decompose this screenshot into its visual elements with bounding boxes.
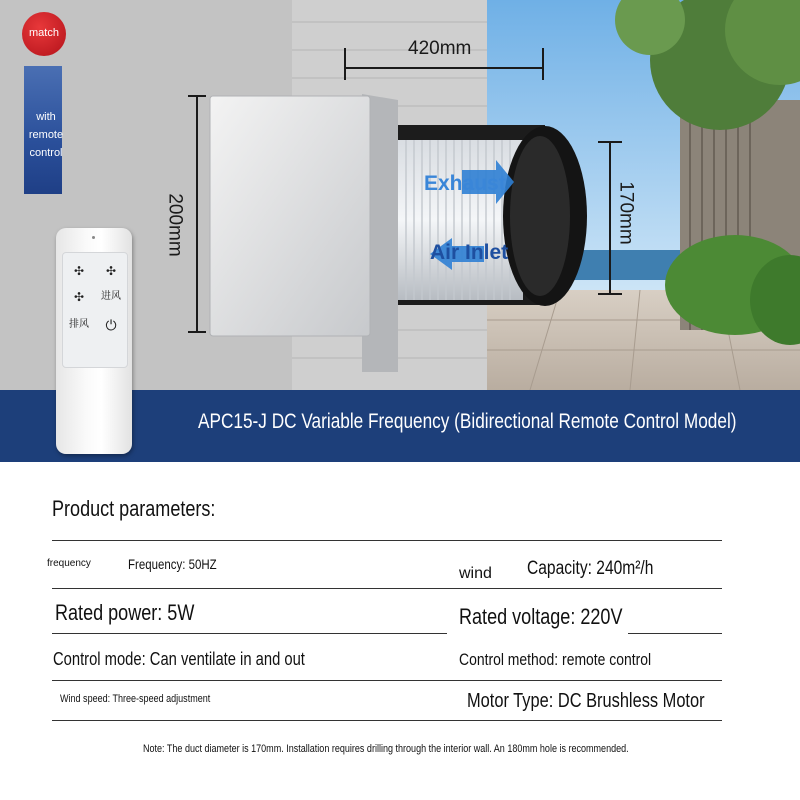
inlet-button[interactable]: 进风	[101, 291, 121, 302]
speed-mid-button[interactable]	[96, 260, 126, 282]
height-dimension: 200mm	[164, 193, 186, 257]
width-dimension: 420mm	[408, 38, 472, 59]
remote-card-line: with	[36, 111, 56, 123]
power-button[interactable]	[96, 314, 126, 336]
match-badge-label: match	[29, 27, 59, 39]
rated-power: Rated power: 5W	[55, 600, 195, 625]
divider	[52, 540, 722, 541]
frequency-value: Frequency: 50HZ	[128, 556, 217, 572]
exhaust-button[interactable]: 排风	[69, 319, 89, 330]
params-heading: Product parameters:	[52, 496, 216, 521]
motor-type: Motor Type: DC Brushless Motor	[467, 690, 705, 712]
banner-title: APC15-J DC Variable Frequency (Bidirectional Remote Control Model)	[198, 410, 737, 433]
rated-voltage: Rated voltage: 220V	[459, 604, 623, 629]
divider	[52, 588, 722, 589]
fan-icon: ✣	[105, 264, 117, 278]
remote-card-line: control	[29, 147, 63, 159]
fan-icon: ✣	[73, 290, 85, 304]
match-badge	[22, 12, 66, 56]
wind-speed: Wind speed: Three-speed adjustment	[60, 693, 211, 705]
air-inlet-label: Air Inlet	[430, 241, 509, 264]
divider	[52, 680, 722, 681]
speed-high-button[interactable]	[64, 286, 94, 308]
remote-control	[56, 228, 132, 454]
divider	[628, 633, 722, 634]
wind-tag: wind	[459, 565, 492, 582]
speed-low-button[interactable]	[64, 260, 94, 282]
control-method: Control method: remote control	[459, 650, 652, 669]
frequency-tag: frequency	[47, 558, 91, 569]
divider	[52, 633, 447, 634]
ir-dot	[92, 236, 95, 239]
installation-note: Note: The duct diameter is 170mm. Installation requires drilling through the interior wall. An 180mm hole is recommended.	[143, 743, 629, 755]
remote-card-line: remote	[28, 129, 64, 141]
remote-card-label	[24, 108, 68, 162]
fan-icon: ✣	[73, 264, 85, 278]
control-mode: Control mode: Can ventilate in and out	[53, 649, 305, 669]
duct-dimension: 170mm	[615, 181, 637, 245]
divider	[52, 720, 722, 721]
power-icon: ⏻	[105, 317, 117, 333]
capacity-value: Capacity: 240m²/h	[527, 558, 654, 579]
exhaust-label: Exhaust	[424, 172, 506, 195]
